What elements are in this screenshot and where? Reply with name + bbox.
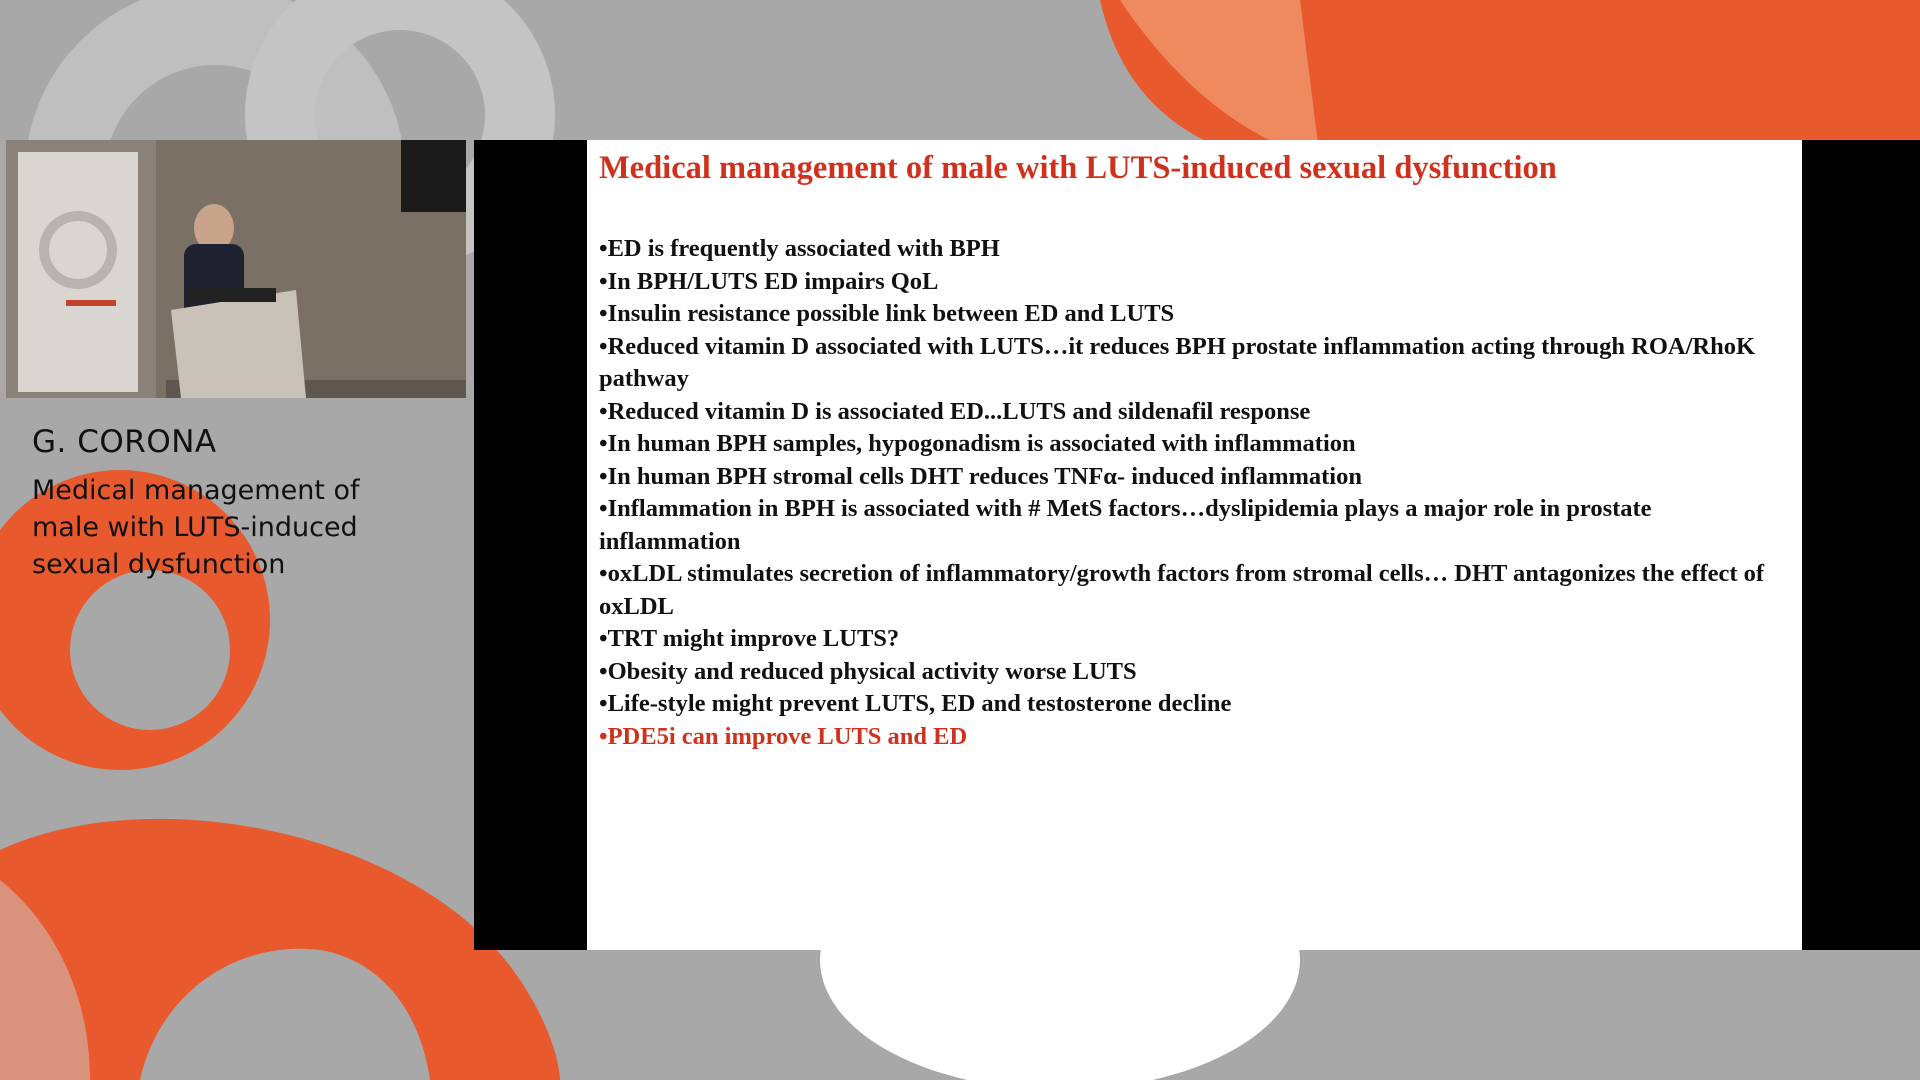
slide-bullet: •In human BPH stromal cells DHT reduces TNFα- induced inflammation <box>599 462 1362 490</box>
slide-bullet-list <box>599 233 1794 753</box>
slide-bullet: •In BPH/LUTS ED impairs QoL <box>599 267 939 295</box>
slide-bullet: •Reduced vitamin D is associated ED...LUTS and sildenafil response <box>599 397 1311 425</box>
talk-title: Medical management of male with LUTS-induced sexual dysfunction <box>32 475 360 580</box>
slide-title: Medical management of male with LUTS-induced sexual dysfunction <box>599 150 1557 186</box>
slide-bullet: •In human BPH samples, hypogonadism is associated with inflammation <box>599 430 1356 457</box>
slide-bullet: •Reduced vitamin D associated with LUTS…it reduces BPH prostate inflammation acting through ROA/RhoK pathway <box>599 332 1756 392</box>
speaker-name: G. CORONA <box>32 424 217 460</box>
slide-bullet: •oxLDL stimulates secretion of inflammatory/growth factors from stromal cells… DHT antagonizes the effect of oxLDL <box>599 560 1765 620</box>
slide-bullet: •Obesity and reduced physical activity worse LUTS <box>599 657 1137 685</box>
slide-bullet: •ED is frequently associated with BPH <box>599 235 1000 262</box>
slide-bullet: •Insulin resistance possible link between ED and LUTS <box>599 300 1175 327</box>
slide-bullet: •Life-style might prevent LUTS, ED and testosterone decline <box>599 690 1232 717</box>
slide-frame <box>474 140 1920 950</box>
slide-bullet: •TRT might improve LUTS? <box>599 625 900 652</box>
event-banner <box>18 152 138 392</box>
speaker-video-frame <box>6 140 466 398</box>
slide-bullet-highlight: •PDE5i can improve LUTS and ED <box>599 722 968 750</box>
loudspeaker <box>401 140 466 212</box>
speaker-video <box>6 140 466 398</box>
presentation-slide <box>587 140 1802 950</box>
slide-bullet: •Inflammation in BPH is associated with # MetS factors…dyslipidemia plays a major role in prostate inflammation <box>599 495 1652 555</box>
